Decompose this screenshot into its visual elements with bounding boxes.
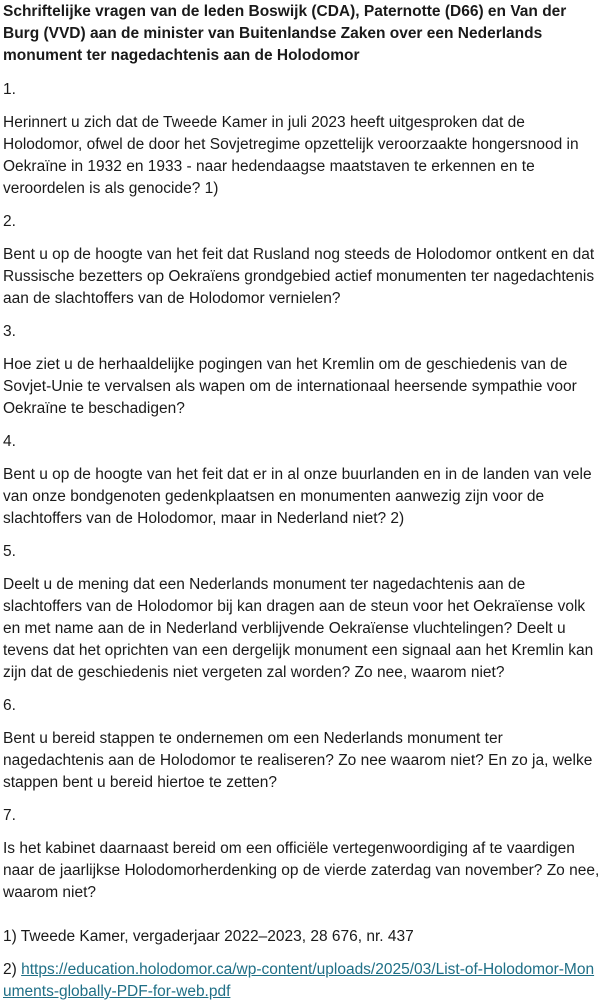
- question-4: [3, 431, 602, 530]
- question-5: [3, 541, 602, 684]
- footnote-2-link[interactable]: https://education.holodomor.ca/wp-content/uploads/2025/03/List-of-Holodomor-Monuments-globally-PDF-for-web.pdf: [3, 961, 595, 1000]
- question-text: Bent u bereid stappen te ondernemen om een Nederlands monument ter nagedachtenis aan de Holodomor te realiseren? Zo nee waarom niet? En zo ja, welke stappen bent u bereid hiertoe te zetten?: [3, 730, 593, 791]
- document-title: Schriftelijke vragen van de leden Boswijk (CDA), Paternotte (D66) en Van der Burg (VVD) aan de minister van Buitenlandse Zaken over een Nederlands monument ter nagedachtenis aan de Holodomor: [3, 3, 567, 64]
- question-3: [3, 321, 602, 420]
- question-2: [3, 211, 602, 310]
- footnote-2-prefix: 2): [3, 961, 22, 978]
- question-text: Bent u op de hoogte van het feit dat er in al onze buurlanden en in de landen van vele van onze bondgenoten gedenkplaatsen en monumenten aanwezig zijn voor de slachtoffers van de Holodomor, maar in Nederland niet? 2): [3, 466, 592, 527]
- footnote-2: [3, 959, 602, 1003]
- question-7: [3, 805, 602, 904]
- question-text: Hoe ziet u de herhaaldelijke pogingen van het Kremlin om de geschiedenis van de Sovjet-Unie te vervalsen als wapen om de internationaal heersende sympathie voor Oekraïne te beschadigen?: [3, 356, 577, 417]
- question-number: 6.: [3, 697, 16, 714]
- question-number: 1.: [3, 81, 16, 98]
- question-number: 3.: [3, 323, 16, 340]
- question-1: [3, 79, 602, 200]
- question-number: 2.: [3, 213, 16, 230]
- question-text: Herinnert u zich dat de Tweede Kamer in juli 2023 heeft uitgesproken dat de Holodomor, ofwel de door het Sovjetregime opzettelijk veroorzaakte hongersnood in Oekraïne in 1932 en 1933 - naar hedendaagse maatstaven te erkennen en te veroordelen is als genocide? 1): [3, 114, 579, 197]
- footnotes: [3, 926, 602, 1003]
- question-text: Bent u op de hoogte van het feit dat Rusland nog steeds de Holodomor ontkent en dat Russische bezetters op Oekraïens grondgebied actief monumenten ter nagedachtenis aan de slachtoffers van de Holodomor vernielen?: [3, 246, 595, 307]
- question-text: Deelt u de mening dat een Nederlands monument ter nagedachtenis aan de slachtoffers van de Holodomor bij kan dragen aan de steun voor het Oekraïense volk en met name aan de in Nederland verblijvende Oekraïense vluchtelingen? Deelt u tevens dat het oprichten van een dergelijk monument een signaal aan het Kremlin kan zijn dat de geschiedenis niet vergeten zal worden? Zo nee, waarom niet?: [3, 576, 594, 681]
- question-text: Is het kabinet daarnaast bereid om een officiële vertegenwoordiging af te vaardigen naar de jaarlijkse Holodomorherdenking op de vierde zaterdag van november? Zo nee, waarom niet?: [3, 840, 600, 901]
- question-number: 4.: [3, 433, 16, 450]
- question-6: [3, 695, 602, 794]
- question-number: 7.: [3, 807, 16, 824]
- footnote-1: 1) Tweede Kamer, vergaderjaar 2022–2023, 28 676, nr. 437: [3, 928, 414, 945]
- question-number: 5.: [3, 543, 16, 560]
